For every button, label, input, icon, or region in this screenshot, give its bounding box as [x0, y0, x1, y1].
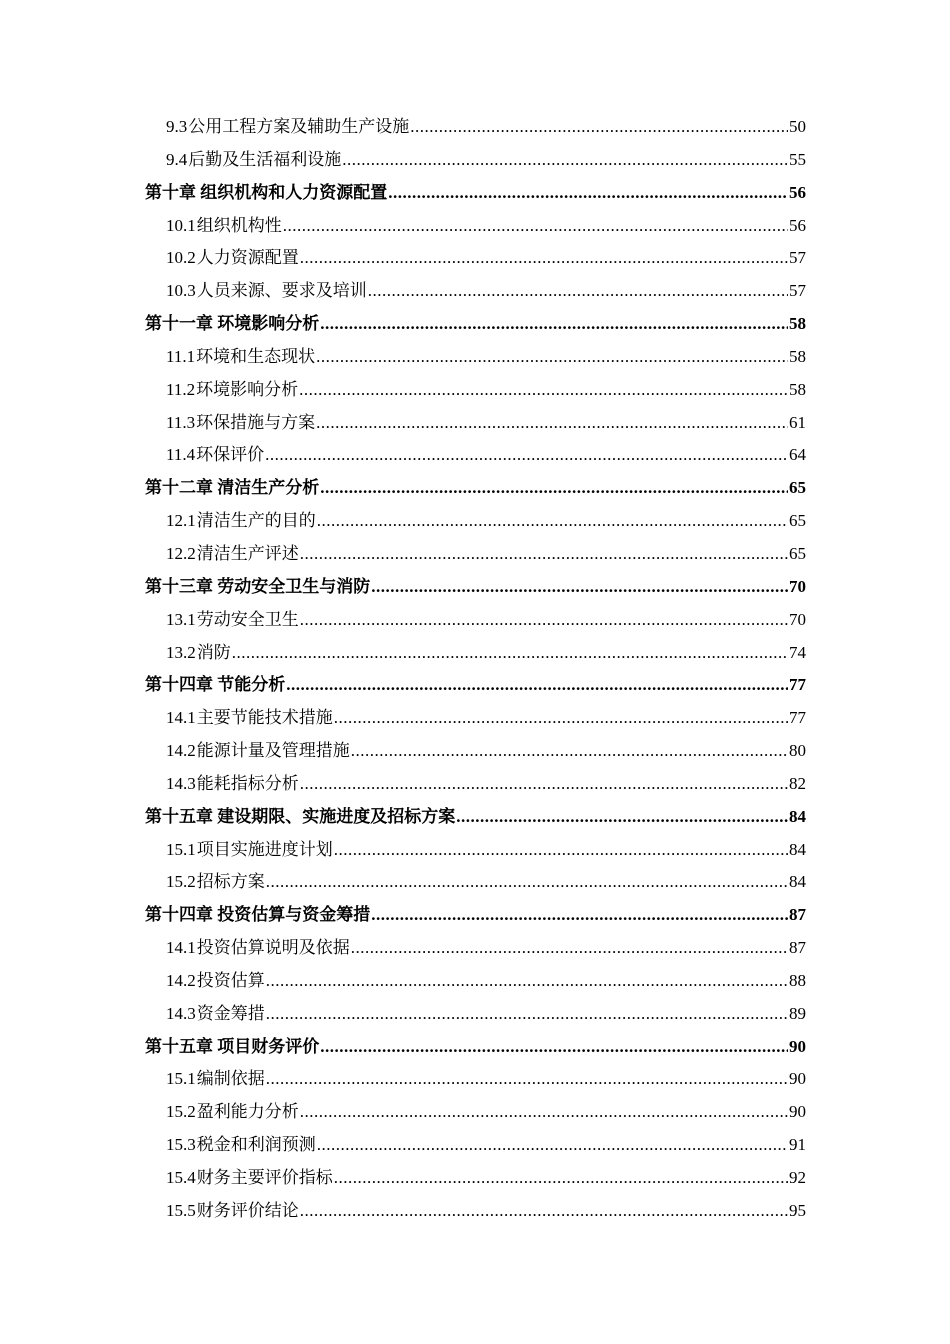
toc-section-entry[interactable]	[145, 374, 806, 407]
toc-entry-title: 第十四章 节能分析	[145, 675, 286, 695]
toc-section-entry[interactable]	[145, 932, 806, 965]
toc-page-number: 70	[789, 609, 806, 629]
toc-entry-title: 后勤及生活福利设施	[188, 149, 342, 169]
toc-entry-title: 环保措施与方案	[196, 412, 316, 432]
toc-entry-title: 组织机构性	[196, 215, 282, 235]
toc-section-entry[interactable]	[145, 834, 806, 867]
toc-section-entry[interactable]	[145, 1096, 806, 1129]
toc-entry-title: 第十一章 环境影响分析	[145, 314, 320, 334]
toc-entry-title: 编制依据	[196, 1069, 265, 1089]
toc-page-number: 87	[789, 905, 806, 925]
toc-dot-leader	[300, 1096, 788, 1129]
toc-entry-title: 环境影响分析	[196, 379, 299, 399]
toc-entry-number: 14.2	[166, 970, 196, 990]
toc-page-number: 57	[789, 248, 806, 268]
toc-section-entry[interactable]	[145, 768, 806, 801]
toc-entry-title: 财务主要评价指标	[196, 1168, 333, 1187]
toc-entry-title: 第十四章 投资估算与资金筹措	[145, 905, 371, 925]
toc-page-number: 90	[789, 1102, 806, 1122]
toc-dot-leader	[342, 144, 788, 177]
toc-entry-title: 第十三章 劳动安全卫生与消防	[145, 576, 371, 596]
toc-entry-number: 11.3	[166, 412, 196, 432]
toc-entry-number: 14.3	[166, 1003, 196, 1023]
toc-section-entry[interactable]	[145, 637, 806, 670]
toc-entry-title: 能耗指标分析	[196, 773, 299, 793]
toc-dot-leader	[388, 177, 788, 210]
toc-section-entry[interactable]	[145, 1195, 806, 1228]
toc-dot-leader	[410, 111, 788, 144]
toc-section-entry[interactable]	[145, 242, 806, 275]
toc-section-entry[interactable]	[145, 604, 806, 637]
toc-dot-leader	[300, 1195, 788, 1228]
toc-page-number: 58	[789, 314, 806, 334]
toc-page-number: 58	[789, 346, 806, 366]
toc-section-entry[interactable]	[145, 439, 806, 472]
toc-entry-title: 人力资源配置	[196, 248, 299, 268]
toc-entry-number: 15.2	[166, 872, 196, 892]
toc-entry-title: 招标方案	[196, 872, 265, 892]
toc-dot-leader	[283, 210, 788, 243]
toc-entry-number: 13.1	[166, 609, 196, 629]
toc-entry-number: 14.3	[166, 773, 196, 793]
toc-dot-leader	[300, 768, 788, 801]
toc-dot-leader	[320, 1031, 788, 1064]
toc-dot-leader	[266, 965, 788, 998]
toc-entry-number: 15.4	[166, 1168, 196, 1187]
toc-page-number: 64	[789, 445, 806, 465]
toc-page-number: 77	[789, 708, 806, 728]
toc-dot-leader	[351, 932, 788, 965]
toc-section-entry[interactable]	[145, 866, 806, 899]
toc-entry-title: 投资估算	[196, 970, 265, 990]
toc-page-number: 91	[789, 1135, 806, 1155]
toc-section-entry[interactable]	[145, 144, 806, 177]
toc-entry-number: 11.2	[166, 379, 196, 399]
toc-section-entry[interactable]	[145, 275, 806, 308]
toc-dot-leader	[368, 275, 788, 308]
toc-entry-number: 9.3	[166, 117, 188, 136]
toc-entry-number: 14.1	[166, 708, 196, 728]
toc-entry-number: 14.2	[166, 741, 196, 761]
toc-dot-leader	[316, 407, 788, 440]
toc-entry-title: 消防	[196, 642, 231, 662]
toc-dot-leader	[351, 735, 788, 768]
toc-page-number: 80	[789, 741, 806, 761]
toc-dot-leader	[300, 242, 788, 275]
toc-section-entry[interactable]	[145, 210, 806, 243]
toc-dot-leader	[334, 1162, 788, 1195]
toc-entry-title: 项目实施进度计划	[196, 839, 333, 859]
toc-entry-number: 13.2	[166, 642, 196, 662]
toc-entry-title: 第十五章 建设期限、实施进度及招标方案	[145, 806, 456, 826]
toc-page-number: 88	[789, 970, 806, 990]
toc-dot-leader	[266, 1063, 788, 1096]
toc-chapter-entry[interactable]	[145, 308, 806, 341]
toc-section-entry[interactable]	[145, 505, 806, 538]
toc-entry-number: 10.3	[166, 281, 196, 301]
toc-page-number: 56	[789, 182, 806, 202]
table-of-contents	[145, 111, 806, 1228]
toc-dot-leader	[456, 801, 788, 834]
toc-section-entry[interactable]	[145, 998, 806, 1031]
toc-entry-title: 劳动安全卫生	[196, 609, 299, 629]
toc-dot-leader	[286, 669, 788, 702]
toc-entry-title: 第十二章 清洁生产分析	[145, 478, 320, 498]
toc-entry-title: 第十章 组织机构和人力资源配置	[145, 182, 388, 202]
toc-page-number: 50	[789, 117, 806, 136]
toc-page-number: 74	[789, 642, 806, 662]
toc-page-number: 84	[789, 806, 806, 826]
toc-section-entry[interactable]	[145, 735, 806, 768]
toc-dot-leader	[317, 1129, 788, 1162]
toc-entry-title: 环保评价	[196, 445, 265, 465]
toc-entry-number: 10.2	[166, 248, 196, 268]
toc-page-number: 61	[789, 412, 806, 432]
toc-entry-number: 11.1	[166, 346, 196, 366]
toc-entry-number: 10.1	[166, 215, 196, 235]
toc-entry-title: 财务评价结论	[196, 1200, 299, 1220]
toc-entry-title: 资金筹措	[196, 1003, 265, 1023]
toc-entry-number: 15.5	[166, 1200, 196, 1220]
toc-entry-title: 人员来源、要求及培训	[196, 281, 367, 301]
toc-dot-leader	[371, 571, 788, 604]
toc-entry-number: 15.1	[166, 839, 196, 859]
toc-section-entry[interactable]	[145, 702, 806, 735]
toc-section-entry[interactable]	[145, 111, 806, 144]
toc-dot-leader	[320, 308, 788, 341]
toc-page-number: 87	[789, 938, 806, 958]
toc-entry-number: 12.1	[166, 511, 196, 531]
toc-dot-leader	[266, 998, 788, 1031]
toc-page-number: 77	[789, 675, 806, 695]
toc-entry-number: 14.1	[166, 938, 196, 958]
toc-page-number: 58	[789, 379, 806, 399]
toc-page-number: 95	[789, 1200, 806, 1220]
toc-entry-title: 第十五章 项目财务评价	[145, 1036, 320, 1056]
toc-entry-title: 能源计量及管理措施	[196, 741, 350, 761]
toc-chapter-entry[interactable]	[145, 177, 806, 210]
toc-section-entry[interactable]	[145, 1063, 806, 1096]
toc-entry-number: 15.2	[166, 1102, 196, 1122]
toc-dot-leader	[316, 341, 788, 374]
toc-entry-title: 清洁生产的目的	[196, 511, 316, 531]
toc-page-number: 92	[789, 1168, 806, 1187]
toc-page-number: 84	[789, 872, 806, 892]
toc-chapter-entry[interactable]	[145, 472, 806, 505]
toc-entry-number: 11.4	[166, 445, 196, 465]
toc-chapter-entry[interactable]	[145, 571, 806, 604]
toc-section-entry[interactable]	[145, 407, 806, 440]
toc-dot-leader	[265, 439, 788, 472]
toc-dot-leader	[371, 899, 788, 932]
toc-section-entry[interactable]	[145, 341, 806, 374]
toc-page-number: 57	[789, 281, 806, 301]
toc-dot-leader	[300, 538, 788, 571]
toc-page-number: 90	[789, 1069, 806, 1089]
toc-page-number: 84	[789, 839, 806, 859]
toc-entry-number: 12.2	[166, 543, 196, 563]
toc-entry-number: 15.1	[166, 1069, 196, 1089]
toc-chapter-entry[interactable]	[145, 669, 806, 702]
toc-section-entry[interactable]	[145, 965, 806, 998]
toc-entry-title: 清洁生产评述	[196, 543, 299, 563]
toc-section-entry[interactable]	[145, 1129, 806, 1162]
toc-entry-number: 9.4	[166, 149, 188, 169]
toc-page-number: 82	[789, 773, 806, 793]
toc-dot-leader	[299, 374, 788, 407]
toc-entry-title: 公用工程方案及辅助生产设施	[188, 117, 410, 136]
toc-section-entry[interactable]	[145, 1162, 806, 1195]
toc-chapter-entry[interactable]	[145, 801, 806, 834]
toc-section-entry[interactable]	[145, 538, 806, 571]
toc-dot-leader	[232, 637, 788, 670]
toc-dot-leader	[334, 702, 788, 735]
toc-dot-leader	[266, 866, 788, 899]
toc-page-number: 70	[789, 576, 806, 596]
toc-dot-leader	[317, 505, 788, 538]
toc-page-number: 56	[789, 215, 806, 235]
toc-page-number: 89	[789, 1003, 806, 1023]
toc-page-number: 55	[789, 149, 806, 169]
toc-entry-title: 盈利能力分析	[196, 1102, 299, 1122]
toc-entry-title: 税金和利润预测	[196, 1135, 316, 1155]
toc-entry-number: 15.3	[166, 1135, 196, 1155]
toc-chapter-entry[interactable]	[145, 899, 806, 932]
toc-entry-title: 投资估算说明及依据	[196, 938, 350, 958]
toc-entry-title: 主要节能技术措施	[196, 708, 333, 728]
toc-page-number: 65	[789, 543, 806, 563]
toc-entry-title: 环境和生态现状	[196, 346, 316, 366]
toc-page-number: 65	[789, 511, 806, 531]
toc-dot-leader	[300, 604, 788, 637]
toc-page-number: 90	[789, 1036, 806, 1056]
toc-dot-leader	[334, 834, 788, 867]
toc-dot-leader	[320, 472, 788, 505]
toc-page-number: 65	[789, 478, 806, 498]
toc-chapter-entry[interactable]	[145, 1031, 806, 1064]
